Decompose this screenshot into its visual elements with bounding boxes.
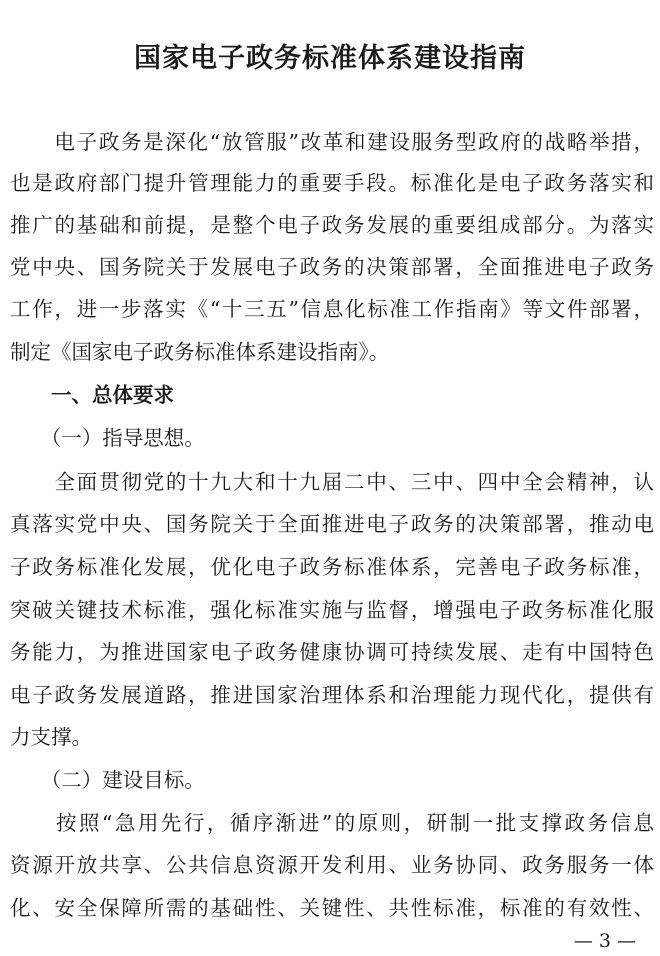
section-heading: 一、总体要求 (10, 383, 174, 407)
text-line: 全面贯彻党的十九大和十九届二中、三中、四中全会精神，认 (10, 470, 654, 494)
document-title: 国家电子政务标准体系建设指南 (134, 43, 526, 74)
text-line: 按照“急用先行，循序渐进”的原则，研制一批支撑政务信息 (10, 811, 654, 835)
text-line: 突破关键技术标准，强化标准实施与监督，增强电子政务标准化服 (10, 598, 654, 622)
text-line: 也是政府部门提升管理能力的重要手段。标准化是电子政务落实和 (10, 171, 654, 195)
text-line: 资源开放共享、公共信息资源开发利用、业务协同、政务服务一体 (10, 853, 654, 877)
text-line: 真落实党中央、国务院关于全面推进电子政务的决策部署，推动电 (10, 512, 654, 536)
text-line: 电子政务发展道路，推进国家治理体系和治理能力现代化，提供有 (10, 683, 654, 707)
text-line: 化、安全保障所需的基础性、关键性、共性标准，标准的有效性、 (10, 896, 654, 920)
text-line: 子政务标准化发展，优化电子政务标准体系，完善电子政务标准， (10, 555, 654, 579)
text-line: 电子政务是深化“放管服”改革和建设服务型政府的战略举措， (10, 130, 654, 154)
text-line: 务能力，为推进国家电子政务健康协调可持续发展、走有中国特色 (10, 640, 654, 664)
text-line: 推广的基础和前提，是整个电子政务发展的重要组成部分。为落实 (10, 213, 654, 237)
subsection-heading: （一）指导思想。 (10, 426, 205, 450)
subsection-heading: （二）建设目标。 (10, 768, 205, 792)
page-number: — 3 — (573, 930, 636, 952)
text-line: 工作，进一步落实《“十三五”信息化标准工作指南》等文件部署， (10, 297, 654, 321)
text-line: 力支撑。 (10, 725, 92, 749)
text-line: 制定《国家电子政务标准体系建设指南》。 (10, 340, 390, 364)
text-line: 党中央、国务院关于发展电子政务的决策部署，全面推进电子政务 (10, 255, 654, 279)
